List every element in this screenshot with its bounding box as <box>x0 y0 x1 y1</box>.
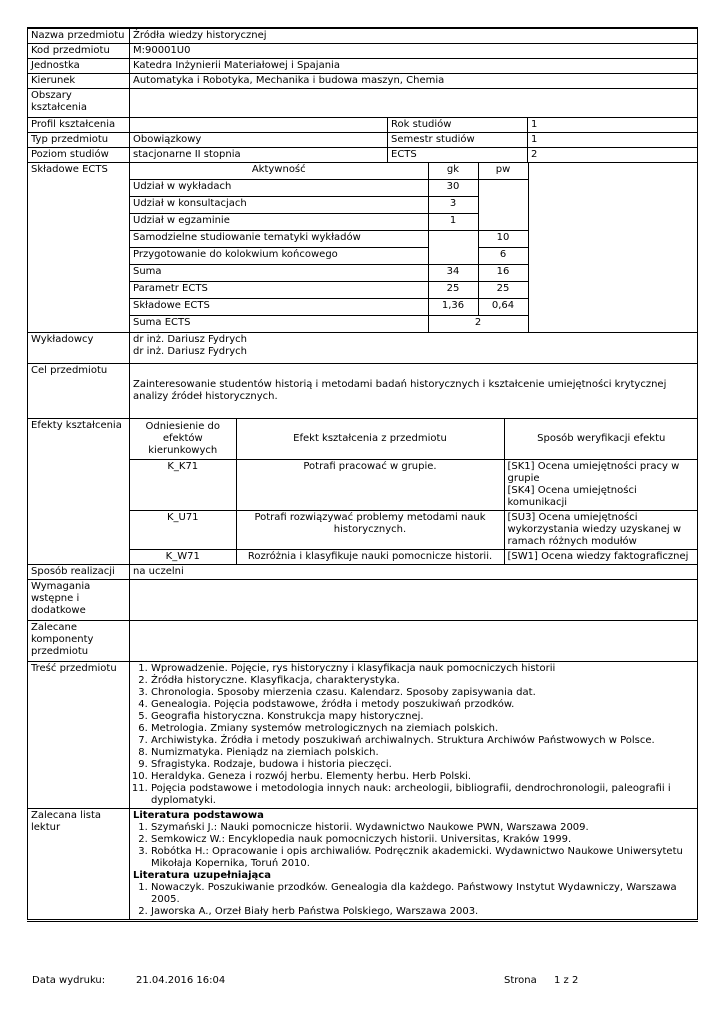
label-ects-components: Składowe ECTS <box>28 163 130 333</box>
ects-row-name: Przygotowanie do kolokwium końcowego <box>130 248 428 265</box>
reading-extra-title: Literatura uzupełniająca <box>133 870 271 881</box>
content-item: 3. Chronologia. Sposoby mierzenia czasu. Kalendarz. Sposoby zapisywania dat. <box>151 687 694 699</box>
reading-item: 1. Nowaczyk. Poszukiwanie przodków. Genealogia dla każdego. Państwowy Instytut Wydawniczy, Warszawa 2005. <box>151 882 694 906</box>
ects-row-pw: 10 <box>478 231 528 248</box>
ects-row-pw: 6 <box>478 248 528 265</box>
ects-row-pw: 16 <box>478 265 528 282</box>
ects-sum-label: Suma ECTS <box>130 316 428 333</box>
ects-row-name: Składowe ECTS <box>130 299 428 316</box>
ects-sum-row <box>130 316 528 333</box>
content-item: 2. Źródła historyczne. Klasyfikacja, charakterystyka. <box>151 675 694 687</box>
ects-row-name: Samodzielne studiowanie tematyki wykładów <box>130 231 428 248</box>
lecturer-name: dr inż. Dariusz Fydrych <box>133 334 248 345</box>
row-type <box>28 133 698 148</box>
value-unit: Katedra Inżynierii Materiałowej i Spajania <box>130 59 698 74</box>
value-lecturers <box>130 333 698 364</box>
label-recommended-components: Zalecane komponenty przedmiotu <box>28 621 130 662</box>
label-unit: Jednostka <box>28 59 130 74</box>
label-reading-list: Zalecana lista lektur <box>28 809 130 921</box>
outcomes-header-row <box>130 419 698 460</box>
value-requirements <box>130 580 698 621</box>
outcomes-cell <box>130 419 698 565</box>
value-profile <box>130 118 388 133</box>
ects-row-name: Udział w egzaminie <box>130 214 428 231</box>
outcome-verify: [SU3] Ocena umiejętności wykorzystania wiedzy uzyskanej w ramach różnych modułów <box>504 511 698 550</box>
outcomes-header-ref: Odniesienie do efektów kierunkowych <box>130 419 236 460</box>
label-requirements: Wymagania wstępne i dodatkowe <box>28 580 130 621</box>
label-objective: Cel przedmiotu <box>28 364 130 419</box>
outcome-verify: [SW1] Ocena wiedzy faktograficznej <box>504 550 698 565</box>
reading-item: 2. Jaworska A., Orzeł Biały herb Państwa Polskiego, Warszawa 2003. <box>151 906 694 918</box>
reading-extra-list <box>133 882 694 918</box>
outcomes-header-verify: Sposób weryfikacji efektu <box>504 419 698 460</box>
label-level: Poziom studiów <box>28 148 130 163</box>
ects-row-gk: 30 <box>428 180 478 197</box>
ects-row-name: Udział w wykładach <box>130 180 428 197</box>
print-date-value: 21.04.2016 16:04 <box>136 975 226 986</box>
ects-row <box>130 231 528 248</box>
value-level: stacjonarne II stopnia <box>130 148 388 163</box>
ects-table <box>130 163 529 332</box>
label-profile: Profil kształcenia <box>28 118 130 133</box>
ects-row-gk <box>428 231 478 265</box>
ects-components-cell <box>130 163 698 333</box>
ects-row-pw <box>478 180 528 231</box>
ects-row <box>130 197 528 214</box>
reading-item: 3. Robótka H.: Opracowanie i opis archiwaliów. Podręcznik akademicki. Wydawnictwo Naukowe Uniwersytetu Mikołaja Kopernika, Toruń 2010. <box>151 846 694 870</box>
outcome-row <box>130 511 698 550</box>
reading-basic-title: Literatura podstawowa <box>133 810 264 821</box>
content-item: 5. Geografia historyczna. Konstrukcja mapy historycznej. <box>151 711 694 723</box>
label-areas: Obszary kształcenia <box>28 89 130 118</box>
row-delivery <box>28 565 698 580</box>
ects-header-activity: Aktywność <box>130 163 428 180</box>
ects-row <box>130 282 528 299</box>
ects-row-gk: 34 <box>428 265 478 282</box>
ects-sum-value: 2 <box>428 316 528 333</box>
row-lecturers <box>28 333 698 364</box>
ects-row-pw: 25 <box>478 282 528 299</box>
ects-header-gk: gk <box>428 163 478 180</box>
ects-row-name: Suma <box>130 265 428 282</box>
value-ects: 2 <box>528 148 698 163</box>
reading-basic-list <box>133 822 694 870</box>
row-outcomes <box>28 419 698 565</box>
ects-row-pw: 0,64 <box>478 299 528 316</box>
label-course-name: Nazwa przedmiotu <box>28 28 130 44</box>
ects-row-name: Udział w konsultacjach <box>130 197 428 214</box>
row-content <box>28 662 698 809</box>
outcome-ref: K_W71 <box>130 550 236 565</box>
course-syllabus-sheet <box>27 27 697 922</box>
value-content <box>130 662 698 809</box>
label-field: Kierunek <box>28 74 130 89</box>
ects-row-gk: 25 <box>428 282 478 299</box>
outcomes-table <box>130 419 698 564</box>
outcome-row <box>130 460 698 511</box>
ects-row <box>130 299 528 316</box>
outcome-ref: K_K71 <box>130 460 236 511</box>
content-item: 1. Wprowadzenie. Pojęcie, rys historyczny i klasyfikacja nauk pomocniczych historii <box>151 663 694 675</box>
ects-header-pw: pw <box>478 163 528 180</box>
outcomes-header-effect: Efekt kształcenia z przedmiotu <box>236 419 504 460</box>
label-year: Rok studiów <box>388 118 528 133</box>
value-reading-list <box>130 809 698 921</box>
row-objective <box>28 364 698 419</box>
value-type: Obowiązkowy <box>130 133 388 148</box>
value-year: 1 <box>528 118 698 133</box>
row-profile <box>28 118 698 133</box>
content-item: 8. Numizmatyka. Pieniądz na ziemiach polskich. <box>151 747 694 759</box>
ects-row <box>130 180 528 197</box>
page-number: 1 z 2 <box>554 975 579 986</box>
label-semester: Semestr studiów <box>388 133 528 148</box>
row-level <box>28 148 698 163</box>
value-course-code: M:90001U0 <box>130 44 698 59</box>
ects-row-name: Parametr ECTS <box>130 282 428 299</box>
content-item: 7. Archiwistyka. Źródła i metody poszukiwań archiwalnych. Struktura Archiwów Państwowych w Polsce. <box>151 735 694 747</box>
content-item: 6. Metrologia. Zmiany systemów metrologicznych na ziemiach polskich. <box>151 723 694 735</box>
value-objective: Zainteresowanie studentów historią i metodami badań historycznych i kształcenie umiejętności krytycznej analizy źródeł historycznych. <box>130 364 698 419</box>
value-field: Automatyka i Robotyka, Mechanika i budowa maszyn, Chemia <box>130 74 698 89</box>
row-recommended-components <box>28 621 698 662</box>
outcome-verify: [SK1] Ocena umiejętności pracy w grupie [SK4] Ocena umiejętności komunikacji <box>504 460 698 511</box>
row-ects-components <box>28 163 698 333</box>
row-course-code <box>28 44 698 59</box>
row-course-name <box>28 28 698 44</box>
content-item: 9. Sfragistyka. Rodzaje, budowa i historia pieczęci. <box>151 759 694 771</box>
syllabus-table <box>27 27 698 922</box>
label-outcomes: Efekty kształcenia <box>28 419 130 565</box>
value-recommended-components <box>130 621 698 662</box>
value-semester: 1 <box>528 133 698 148</box>
content-list <box>133 663 694 807</box>
content-item: 10. Heraldyka. Geneza i rozwój herbu. Elementy herbu. Herb Polski. <box>151 771 694 783</box>
outcome-effect: Rozróżnia i klasyfikuje nauki pomocnicze historii. <box>236 550 504 565</box>
ects-row <box>130 214 528 231</box>
reading-item: 1. Szymański J.: Nauki pomocnicze historii. Wydawnictwo Naukowe PWN, Warszawa 2009. <box>151 822 694 834</box>
ects-row-gk: 1,36 <box>428 299 478 316</box>
value-areas <box>130 89 698 118</box>
value-course-name: Źródła wiedzy historycznej <box>130 28 698 44</box>
label-course-code: Kod przedmiotu <box>28 44 130 59</box>
ects-row-gk: 3 <box>428 197 478 214</box>
reading-item: 2. Semkowicz W.: Encyklopedia nauk pomocniczych historii. Universitas, Kraków 1999. <box>151 834 694 846</box>
row-areas <box>28 89 698 118</box>
ects-row <box>130 265 528 282</box>
content-item: 4. Genealogia. Pojęcia podstawowe, źródła i metody poszukiwań przodków. <box>151 699 694 711</box>
row-reading-list <box>28 809 698 921</box>
label-type: Typ przedmiotu <box>28 133 130 148</box>
row-field <box>28 74 698 89</box>
row-requirements <box>28 580 698 621</box>
content-item: 11. Pojęcia podstawowe i metodologia innych nauk: archeologii, bibliografii, dendrochronologii, paleografii i dyplomatyki. <box>151 783 694 807</box>
label-delivery: Sposób realizacji <box>28 565 130 580</box>
lecturer-name: dr inż. Dariusz Fydrych <box>133 346 248 357</box>
print-date-label: Data wydruku: <box>32 975 106 986</box>
page-label: Strona <box>504 975 537 986</box>
outcome-effect: Potrafi pracować w grupie. <box>236 460 504 511</box>
label-ects: ECTS <box>388 148 528 163</box>
label-lecturers: Wykładowcy <box>28 333 130 364</box>
value-delivery: na uczelni <box>130 565 698 580</box>
outcome-ref: K_U71 <box>130 511 236 550</box>
row-unit <box>28 59 698 74</box>
outcome-row <box>130 550 698 565</box>
outcome-effect: Potrafi rozwiązywać problemy metodami nauk historycznych. <box>236 511 504 550</box>
label-content: Treść przedmiotu <box>28 662 130 809</box>
ects-row-gk: 1 <box>428 214 478 231</box>
